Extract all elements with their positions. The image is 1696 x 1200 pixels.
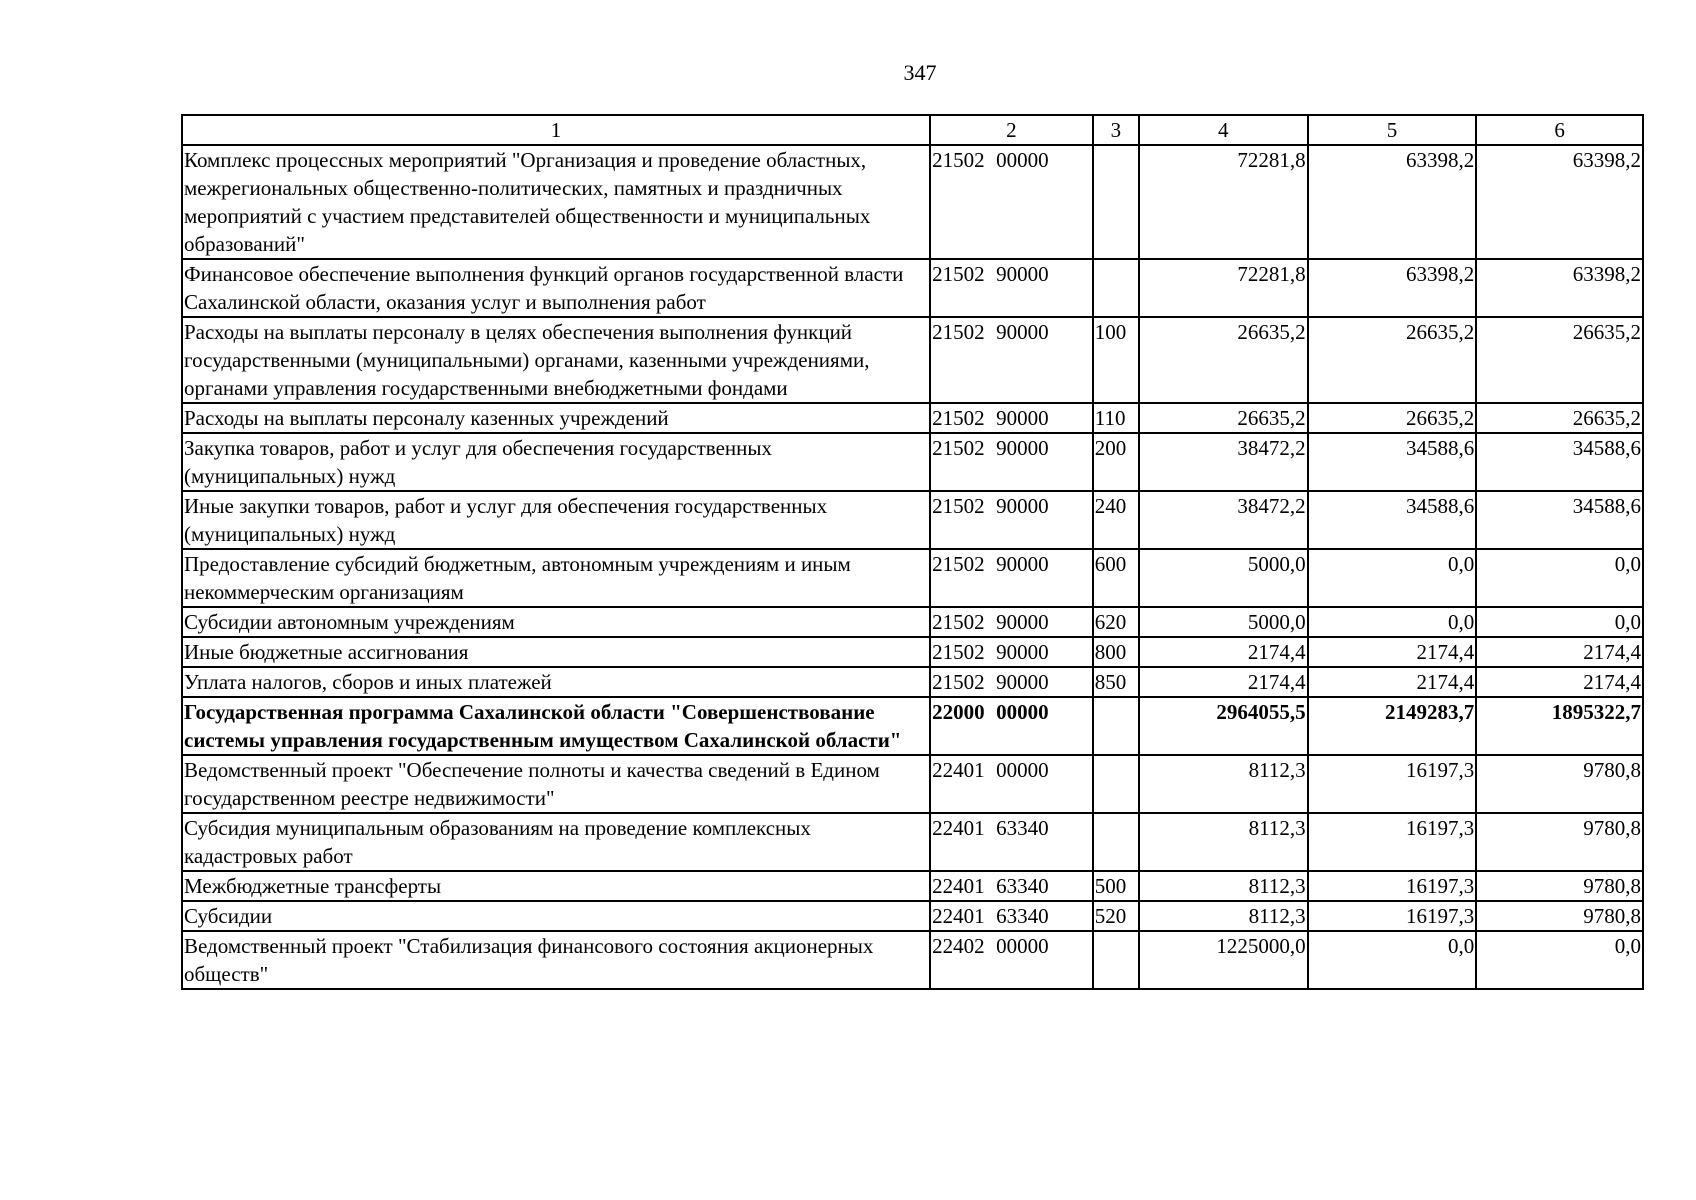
code-program: 22401 — [932, 904, 985, 928]
row-expense-type — [1093, 931, 1139, 989]
code-direction: 63340 — [996, 816, 1049, 840]
code-direction: 90000 — [996, 552, 1049, 576]
row-value-col6: 34588,6 — [1476, 491, 1643, 549]
code-program: 21502 — [932, 436, 985, 460]
row-name: Комплекс процессных мероприятий "Организация и проведение областных, межрегиональных общественно-политических, памятных и праздничных мероприятий с участием представителей общественности и муниципальных образований" — [182, 145, 930, 259]
code-direction: 90000 — [996, 610, 1049, 634]
row-value-col6: 26635,2 — [1476, 403, 1643, 433]
row-value-col6: 0,0 — [1476, 549, 1643, 607]
table-body — [182, 145, 1643, 989]
table-row — [182, 491, 1643, 549]
row-value-col5: 63398,2 — [1308, 145, 1477, 259]
row-name: Ведомственный проект "Стабилизация финансового состояния акционерных обществ" — [182, 931, 930, 989]
code-program: 21502 — [932, 262, 985, 286]
table-row — [182, 755, 1643, 813]
table-row — [182, 931, 1643, 989]
row-expense-type: 200 — [1093, 433, 1139, 491]
row-value-col6: 0,0 — [1476, 931, 1643, 989]
code-direction: 90000 — [996, 640, 1049, 664]
code-direction: 90000 — [996, 320, 1049, 344]
row-value-col5: 0,0 — [1308, 607, 1477, 637]
row-code — [930, 317, 1093, 403]
row-expense-type: 520 — [1093, 901, 1139, 931]
row-value-col5: 16197,3 — [1308, 755, 1477, 813]
column-header: 1 — [182, 115, 930, 145]
code-program: 21502 — [932, 640, 985, 664]
code-program: 22401 — [932, 758, 985, 782]
row-value-col4: 2964055,5 — [1139, 697, 1308, 755]
row-value-col6: 9780,8 — [1476, 871, 1643, 901]
row-value-col4: 8112,3 — [1139, 871, 1308, 901]
code-direction: 00000 — [996, 758, 1049, 782]
page-number: 347 — [903, 60, 937, 85]
table-row — [182, 667, 1643, 697]
table-row — [182, 403, 1643, 433]
row-value-col5: 16197,3 — [1308, 871, 1477, 901]
row-expense-type: 500 — [1093, 871, 1139, 901]
row-expense-type: 620 — [1093, 607, 1139, 637]
row-value-col4: 1225000,0 — [1139, 931, 1308, 989]
budget-table — [181, 114, 1644, 990]
row-name: Уплата налогов, сборов и иных платежей — [182, 667, 930, 697]
row-value-col5: 2149283,7 — [1308, 697, 1477, 755]
code-direction: 63340 — [996, 874, 1049, 898]
code-direction: 90000 — [996, 670, 1049, 694]
row-code — [930, 403, 1093, 433]
row-expense-type — [1093, 813, 1139, 871]
code-program: 21502 — [932, 406, 985, 430]
row-value-col4: 72281,8 — [1139, 259, 1308, 317]
row-code — [930, 871, 1093, 901]
row-expense-type: 110 — [1093, 403, 1139, 433]
row-value-col5: 26635,2 — [1308, 403, 1477, 433]
row-code — [930, 145, 1093, 259]
row-value-col5: 0,0 — [1308, 549, 1477, 607]
row-value-col5: 63398,2 — [1308, 259, 1477, 317]
row-code — [930, 697, 1093, 755]
code-direction: 90000 — [996, 436, 1049, 460]
row-value-col6: 2174,4 — [1476, 637, 1643, 667]
row-value-col6: 9780,8 — [1476, 901, 1643, 931]
row-value-col5: 16197,3 — [1308, 813, 1477, 871]
code-program: 21502 — [932, 148, 985, 172]
row-value-col4: 38472,2 — [1139, 491, 1308, 549]
row-expense-type: 240 — [1093, 491, 1139, 549]
row-name: Расходы на выплаты персоналу казенных учреждений — [182, 403, 930, 433]
table-header-row — [182, 115, 1643, 145]
row-value-col6: 63398,2 — [1476, 145, 1643, 259]
column-header: 2 — [930, 115, 1093, 145]
table-row — [182, 637, 1643, 667]
column-header: 4 — [1139, 115, 1308, 145]
row-value-col5: 0,0 — [1308, 931, 1477, 989]
code-program: 21502 — [932, 670, 985, 694]
row-code — [930, 813, 1093, 871]
row-code — [930, 901, 1093, 931]
row-name: Межбюджетные трансферты — [182, 871, 930, 901]
row-expense-type — [1093, 259, 1139, 317]
row-expense-type: 100 — [1093, 317, 1139, 403]
row-code — [930, 491, 1093, 549]
row-value-col5: 2174,4 — [1308, 667, 1477, 697]
row-name: Государственная программа Сахалинской области "Совершенствование системы управления государственным имуществом Сахалинской области" — [182, 697, 930, 755]
table-row — [182, 433, 1643, 491]
row-name: Расходы на выплаты персоналу в целях обеспечения выполнения функций государственными (муниципальными) органами, казенными учреждениями, органами управления государственными внебюджетными фондами — [182, 317, 930, 403]
column-header: 6 — [1476, 115, 1643, 145]
row-name: Субсидии — [182, 901, 930, 931]
code-direction: 90000 — [996, 262, 1049, 286]
row-value-col6: 1895322,7 — [1476, 697, 1643, 755]
table-row — [182, 259, 1643, 317]
code-program: 21502 — [932, 320, 985, 344]
code-program: 22401 — [932, 816, 985, 840]
row-value-col5: 34588,6 — [1308, 491, 1477, 549]
code-program: 22401 — [932, 874, 985, 898]
row-expense-type: 600 — [1093, 549, 1139, 607]
table-row — [182, 901, 1643, 931]
row-value-col5: 2174,4 — [1308, 637, 1477, 667]
table-row — [182, 607, 1643, 637]
row-value-col4: 2174,4 — [1139, 667, 1308, 697]
row-value-col4: 8112,3 — [1139, 813, 1308, 871]
row-value-col5: 26635,2 — [1308, 317, 1477, 403]
row-code — [930, 549, 1093, 607]
row-expense-type: 850 — [1093, 667, 1139, 697]
row-value-col6: 9780,8 — [1476, 755, 1643, 813]
row-code — [930, 755, 1093, 813]
row-value-col4: 26635,2 — [1139, 403, 1308, 433]
code-direction: 63340 — [996, 904, 1049, 928]
row-name: Иные бюджетные ассигнования — [182, 637, 930, 667]
row-name: Субсидия муниципальным образованиям на проведение комплексных кадастровых работ — [182, 813, 930, 871]
column-header: 5 — [1308, 115, 1477, 145]
row-value-col4: 8112,3 — [1139, 901, 1308, 931]
row-value-col6: 2174,4 — [1476, 667, 1643, 697]
row-code — [930, 637, 1093, 667]
row-name: Закупка товаров, работ и услуг для обеспечения государственных (муниципальных) нужд — [182, 433, 930, 491]
column-header: 3 — [1093, 115, 1139, 145]
row-value-col4: 2174,4 — [1139, 637, 1308, 667]
row-code — [930, 259, 1093, 317]
code-program: 22000 — [932, 700, 985, 724]
code-program: 22402 — [932, 934, 985, 958]
code-direction: 00000 — [996, 700, 1049, 724]
row-value-col4: 5000,0 — [1139, 549, 1308, 607]
row-expense-type — [1093, 755, 1139, 813]
table-row — [182, 145, 1643, 259]
row-code — [930, 931, 1093, 989]
table-row — [182, 871, 1643, 901]
row-name: Субсидии автономным учреждениям — [182, 607, 930, 637]
code-direction: 00000 — [996, 934, 1049, 958]
row-value-col6: 34588,6 — [1476, 433, 1643, 491]
code-direction: 90000 — [996, 494, 1049, 518]
table-row — [182, 317, 1643, 403]
code-program: 21502 — [932, 552, 985, 576]
row-value-col5: 16197,3 — [1308, 901, 1477, 931]
row-name: Предоставление субсидий бюджетным, автономным учреждениям и иным некоммерческим организациям — [182, 549, 930, 607]
row-value-col6: 63398,2 — [1476, 259, 1643, 317]
row-value-col4: 8112,3 — [1139, 755, 1308, 813]
row-value-col4: 38472,2 — [1139, 433, 1308, 491]
row-value-col6: 0,0 — [1476, 607, 1643, 637]
row-code — [930, 607, 1093, 637]
row-expense-type — [1093, 697, 1139, 755]
code-program: 21502 — [932, 610, 985, 634]
table-row — [182, 697, 1643, 755]
row-code — [930, 667, 1093, 697]
row-name: Иные закупки товаров, работ и услуг для обеспечения государственных (муниципальных) нужд — [182, 491, 930, 549]
row-code — [930, 433, 1093, 491]
row-name: Финансовое обеспечение выполнения функций органов государственной власти Сахалинской области, оказания услуг и выполнения работ — [182, 259, 930, 317]
row-value-col6: 26635,2 — [1476, 317, 1643, 403]
table-row — [182, 549, 1643, 607]
code-direction: 90000 — [996, 406, 1049, 430]
row-name: Ведомственный проект "Обеспечение полноты и качества сведений в Едином государственном реестре недвижимости" — [182, 755, 930, 813]
row-value-col6: 9780,8 — [1476, 813, 1643, 871]
row-expense-type — [1093, 145, 1139, 259]
table-row — [182, 813, 1643, 871]
row-expense-type: 800 — [1093, 637, 1139, 667]
row-value-col5: 34588,6 — [1308, 433, 1477, 491]
code-program: 21502 — [932, 494, 985, 518]
row-value-col4: 72281,8 — [1139, 145, 1308, 259]
row-value-col4: 5000,0 — [1139, 607, 1308, 637]
row-value-col4: 26635,2 — [1139, 317, 1308, 403]
code-direction: 00000 — [996, 148, 1049, 172]
